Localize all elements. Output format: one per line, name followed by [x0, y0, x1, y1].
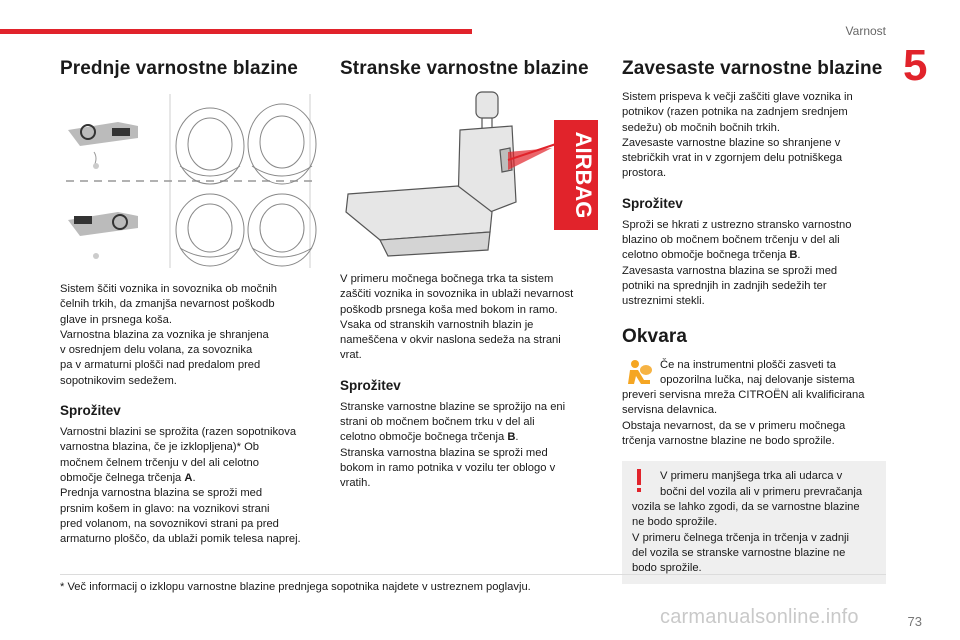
- exclamation-icon: [634, 469, 644, 493]
- side-airbag-intro: V primeru močnega bočnega trka ta sistem zaščiti voznika in sovoznika in ublaži nevarnost poškodb prsnega koša med bokom in ramo. Vsaka od stranskih varnostnih blazin je nameščena v okvir naslona sedeža na strani vrat.: [340, 273, 574, 362]
- airbag-warning-light-icon: [622, 358, 654, 388]
- page-number: 73: [907, 614, 922, 629]
- heading-curtain-airbags: Zavesaste varnostne blazine: [622, 58, 883, 79]
- heading-fault: Okvara: [622, 325, 688, 347]
- watermark: carmanualsonline.info: [660, 606, 859, 628]
- footnote: * Več informacij o izklopu varnostne blazine prednjega sopotnika najdete v ustreznem poglavju.: [60, 581, 531, 593]
- caution-note-box: [622, 461, 886, 584]
- heading-side-airbags: Stranske varnostne blazine: [340, 58, 589, 79]
- section-title: Varnost: [845, 24, 886, 38]
- heading-front-airbags: Prednje varnostne blazine: [60, 58, 298, 79]
- airbag-label: AIRBAG: [571, 131, 596, 219]
- subheading-deployment-front: Sprožitev: [60, 403, 121, 419]
- curtain-airbag-intro: Sistem prispeva k večji zaščiti glave voznika in potnikov (razen potnika na zadnjem srednjem sedežu) ob močnih bočnih trkih. Zavesaste varnostne blazine so shranjene v stebričkih vrat in v zgornjem delu potniškega prostora.: [622, 91, 853, 180]
- chapter-number: 5: [903, 41, 928, 90]
- side-airbag-deployment-text: Stranske varnostne blazine se sprožijo na eni strani ob močnem bočnem trku v del ali celotno območje bočnega trčenja B. Stranska varnostna blazina se sproži med bokom in ramo potnika v vozilu ter oblogo v vratih.: [340, 400, 566, 490]
- curtain-airbag-deployment-text: Sproži se hkrati z ustrezno stransko varnostno blazino ob močnem bočnem trčenju v del ali celotno območje bočnega trčenja B. Zavesasta varnostna blazina se sproži med potniki na sprednjih in zadnjih sedežih ter ustreznimi stekli.: [622, 218, 852, 308]
- fault-warning-block: [622, 358, 886, 450]
- subheading-deployment-curtain: Sprožitev: [622, 195, 683, 211]
- front-airbag-intro: Sistem ščiti voznika in sovoznika ob močnih čelnih trkih, da zmanjša nevarnost poškodb glave in prsnega koša. Varnostna blazina za voznika je shranjena v osrednjem delu volana, za sovoznika pa v armaturni plošči nad predalom pred sopotnikovim sedežem.: [60, 283, 278, 387]
- header-accent-bar: [0, 29, 472, 34]
- front-airbag-illustration: [60, 94, 322, 268]
- column-side-airbags: [340, 58, 602, 492]
- front-airbag-deployment-text: Varnostni blazini se sprožita (razen sopotnikova varnostna blazina, če je izklopljena)* Ob močnem čelnem trčenju v del ali celotno območje čelnega trčenja A. Prednja varnostna blazina se sproži med prsnim košem in glavo: na voznikovi strani pred volanom, na sovoznikovi strani pa pred armaturno ploščo, da ublaži pomik telesa naprej.: [60, 426, 301, 546]
- subheading-deployment-side: Sprožitev: [340, 377, 401, 393]
- zone-label-b: B: [507, 431, 516, 444]
- caution-note-text: V primeru manjšega trka ali udarca v bočni del vozila ali v primeru prevračanja vozila se lahko zgodi, da se varnostne blazine ne bodo sprožile. V primeru čelnega trčenja in trčenja v zadnji del vozila se stranske varnostne blazine ne bodo sprožile.: [632, 470, 863, 575]
- side-airbag-seat-illustration: [340, 90, 602, 262]
- column-front-airbags: [60, 58, 322, 547]
- column-curtain-airbags: [622, 58, 886, 584]
- zone-label-b-curtain: B: [789, 249, 798, 262]
- fault-text: Če na instrumentni plošči zasveti ta opozorilna lučka, naj delovanje sistema preveri servisna mreža CITROËN ali kvalificirana servisna delavnica. Obstaja nevarnost, da se v primeru močnega trčenja varnostne blazine ne bodo sprožile.: [622, 358, 865, 448]
- footnote-divider: [60, 574, 886, 575]
- zone-label-a: A: [184, 471, 193, 484]
